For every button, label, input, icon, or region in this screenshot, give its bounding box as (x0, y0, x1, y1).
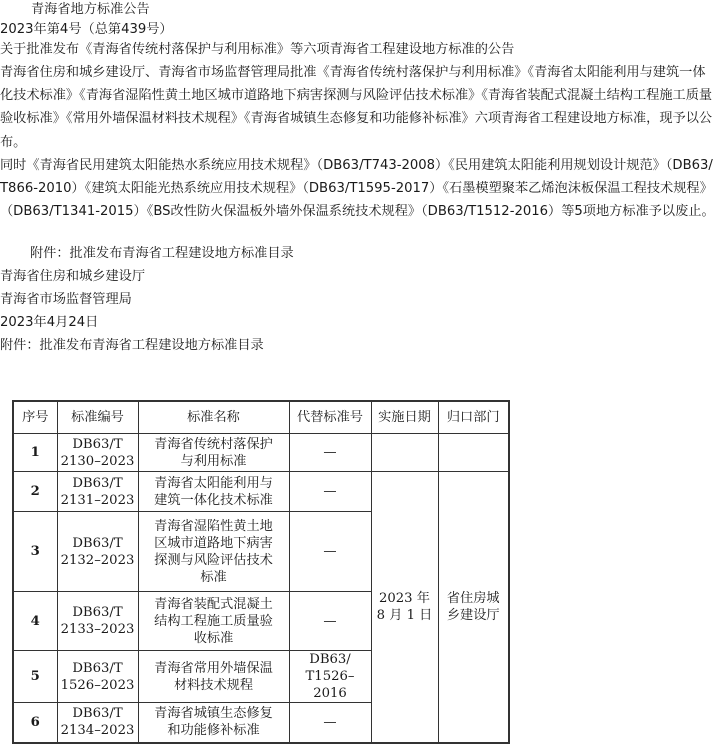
cell-name: 青海省常用外墙保温 材料技术规程 (138, 651, 289, 703)
paragraph-abolish: 同时《青海省民用建筑太阳能热水系统应用技术规程》（DB63/T743-2008）《民用建筑太阳能利用规划设计规范》（DB63/T866-2010）《建筑太阳能光热系统应用技术规程》（DB63/T1595-2017）《石墨模塑聚苯乙烯泡沫板保温工程技术规程》（DB63/T1341-2015）《BS改性防火保温板外墙外保温系统技术规程》（DB63/T1512-2016）等5项地方标准予以废止。 (0, 157, 715, 220)
header-name: 标准名称 (138, 401, 289, 434)
issuer-market-bureau: 青海省市场监督管理局 (0, 292, 132, 308)
issuer-housing-dept: 青海省住房和城乡建设厅 (0, 269, 146, 285)
header-index: 序号 (13, 401, 57, 434)
standards-table (12, 400, 510, 744)
cell-name: 青海省太阳能利用与 建筑一体化技术标准 (138, 472, 289, 512)
cell-date-empty (371, 434, 438, 472)
cell-index: 2 (13, 472, 57, 512)
cell-code: DB63/T 1526–2023 (57, 651, 138, 703)
table-row (13, 472, 509, 512)
cell-department-empty (438, 434, 509, 472)
header-department: 归口部门 (438, 401, 509, 434)
cell-index: 3 (13, 512, 57, 592)
paragraph-approval: 青海省住房和城乡建设厅、青海省市场监督管理局批准《青海省传统村落保护与利用标准》《青海省太阳能利用与建筑一体化技术标准》《青海省湿陷性黄土地区城市道路地下病害探测与风险评估技术标准》《青海省装配式混凝土结构工程施工质量验收标准》《常用外墙保温材料技术规程》《青海省城镇生态修复和功能修补标准》六项青海省工程建设地方标准，现予以公布。 (0, 65, 713, 150)
cell-replace: — (289, 512, 371, 592)
cell-code: DB63/T 2133–2023 (57, 592, 138, 651)
notice-title: 关于批准发布《青海省传统村落保护与利用标准》等六项青海省工程建设地方标准的公告 (0, 42, 515, 57)
cell-replace: DB63/ T1526–2016 (289, 651, 371, 703)
cell-replace: — (289, 434, 371, 472)
cell-code: DB63/T 2134–2023 (57, 703, 138, 743)
cell-replace: — (289, 703, 371, 743)
document (0, 0, 716, 357)
cell-index: 4 (13, 592, 57, 651)
cell-implement-date: 2023 年 8 月 1 日 (371, 472, 438, 743)
cell-index: 6 (13, 703, 57, 743)
header-code: 标准编号 (57, 401, 138, 434)
issue-number: 2023年第4号（总第439号） (0, 22, 173, 37)
cell-replace: — (289, 472, 371, 512)
table-header-row (13, 401, 509, 434)
cell-index: 1 (13, 434, 57, 472)
attachment-note-indented: 附件：批准发布青海省工程建设地方标准目录 (30, 246, 294, 262)
cell-index: 5 (13, 651, 57, 703)
cell-name: 青海省装配式混凝土 结构工程施工质量验 收标准 (138, 592, 289, 651)
header-date: 实施日期 (371, 401, 438, 434)
issue-date: 2023年4月24日 (0, 314, 99, 330)
cell-code: DB63/T 2132–2023 (57, 512, 138, 592)
cell-name: 青海省湿陷性黄土地 区城市道路地下病害 探测与风险评估技术 标准 (138, 512, 289, 592)
cell-replace: — (289, 592, 371, 651)
attachment-note: 附件：批准发布青海省工程建设地方标准目录 (0, 337, 264, 353)
cell-department: 省住房城 乡建设厅 (438, 472, 509, 743)
cell-code: DB63/T 2130–2023 (57, 434, 138, 472)
page-title: 青海省地方标准公告 (31, 2, 150, 17)
cell-code: DB63/T 2131–2023 (57, 472, 138, 512)
cell-name: 青海省传统村落保护 与利用标准 (138, 434, 289, 472)
table-body (13, 434, 509, 743)
cell-name: 青海省城镇生态修复 和功能修补标准 (138, 703, 289, 743)
table-row (13, 434, 509, 472)
header-replace: 代替标准号 (289, 401, 371, 434)
